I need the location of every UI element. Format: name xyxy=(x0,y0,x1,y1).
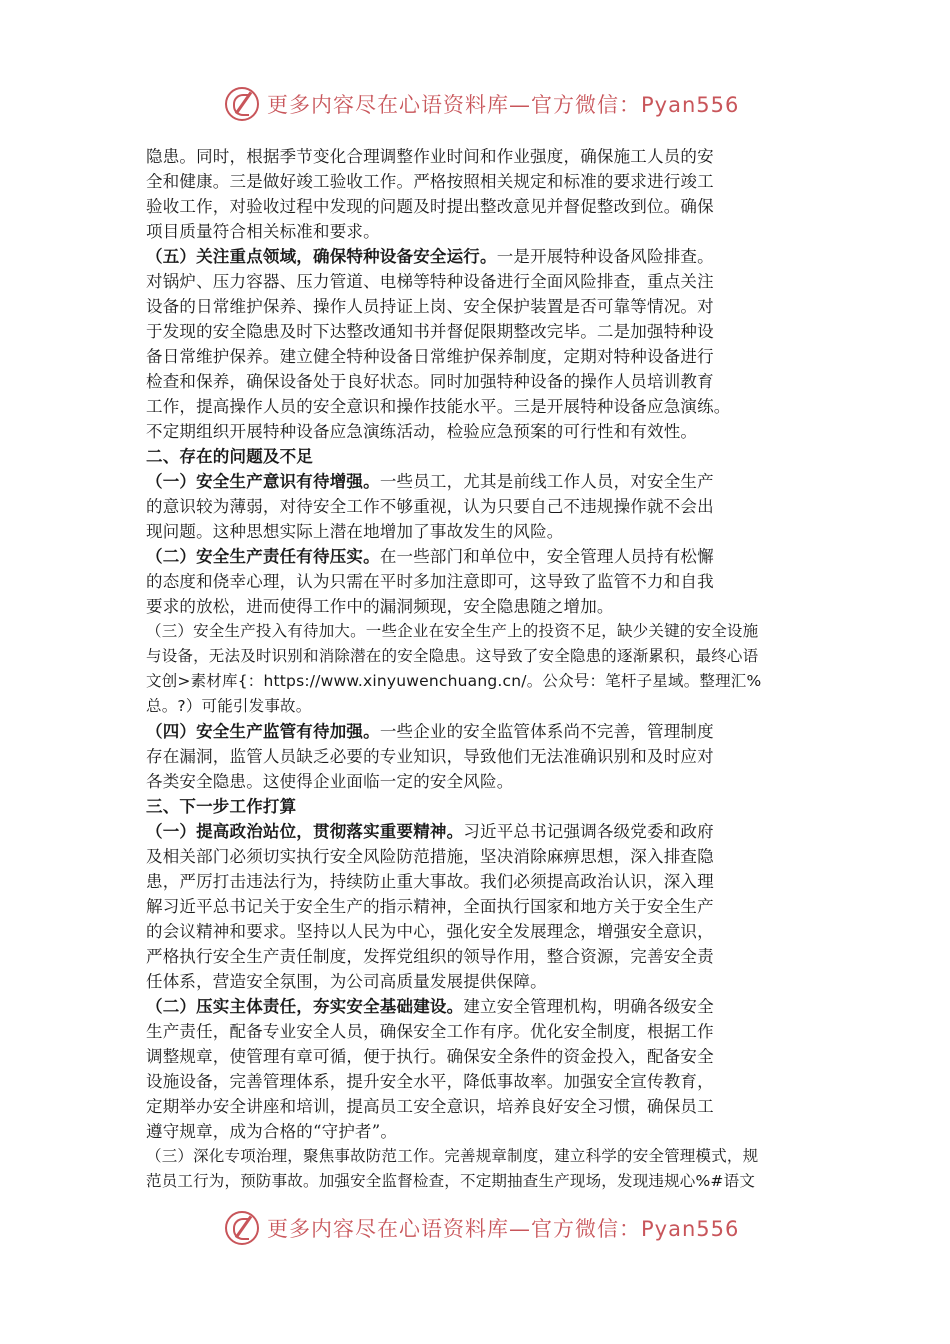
footer-banner-text: 更多内容尽在心语资料库—官方微信：Pyan556 xyxy=(267,1217,740,1241)
text-line xyxy=(146,819,816,844)
text-line xyxy=(146,1094,816,1119)
line-text: 严格执行安全生产责任制度，发挥党组织的领导作用，整合资源，完善安全责 xyxy=(146,947,714,966)
text-line xyxy=(146,369,816,394)
line-text: 建立安全管理机构，明确各级安全 xyxy=(463,997,714,1016)
line-text: 在一些部门和单位中，安全管理人员持有松懈 xyxy=(379,547,714,566)
line-text: 于发现的安全隐患及时下达整改通知书并督促限期整改完毕。二是加强特种设 xyxy=(146,322,714,341)
line-text: 文创>素材库{：https://www.xinyuwenchuang.cn/。公众号：笔杆子星域。整理汇% xyxy=(146,672,762,690)
text-line xyxy=(146,869,816,894)
pen-logo-icon xyxy=(225,1211,259,1245)
bold-heading: （一）安全生产意识有待增强。 xyxy=(146,472,380,491)
text-line xyxy=(146,669,816,694)
text-line xyxy=(146,394,816,419)
text-line xyxy=(146,1044,816,1069)
pen-logo-icon xyxy=(225,87,259,121)
text-line xyxy=(146,644,816,669)
line-text: 及相关部门必须切实执行安全风险防范措施，坚决消除麻痹思想，深入排查隐 xyxy=(146,847,714,866)
line-text: 的意识较为薄弱，对待安全工作不够重视，认为只要自己不违规操作就不会出 xyxy=(146,497,714,516)
bold-heading: （二）安全生产责任有待压实。 xyxy=(146,547,380,566)
line-text: 调整规章，使管理有章可循，便于执行。确保安全条件的资金投入，配备安全 xyxy=(146,1047,714,1066)
text-line xyxy=(146,544,816,569)
text-line xyxy=(146,519,816,544)
text-line xyxy=(146,694,816,719)
line-text: 不定期组织开展特种设备应急演练活动，检验应急预案的可行性和有效性。 xyxy=(146,422,698,441)
bold-heading: 三、下一步工作打算 xyxy=(146,797,297,816)
line-text: 患，严厉打击违法行为，持续防止重大事故。我们必须提高政治认识，深入理 xyxy=(146,872,714,891)
text-line xyxy=(146,419,816,444)
line-text: 备日常维护保养。建立健全特种设备日常维护保养制度，定期对特种设备进行 xyxy=(146,347,714,366)
line-text: 生产责任，配备专业安全人员，确保安全工作有序。优化安全制度，根据工作 xyxy=(146,1022,714,1041)
text-line xyxy=(146,594,816,619)
text-line xyxy=(146,719,816,744)
line-text: 存在漏洞，监管人员缺乏必要的专业知识，导致他们无法准确识别和及时应对 xyxy=(146,747,714,766)
text-line xyxy=(146,169,816,194)
line-text: 全和健康。三是做好竣工验收工作。严格按照相关规定和标准的要求进行竣工 xyxy=(146,172,714,191)
line-text: （三）安全生产投入有待加大。一些企业在安全生产上的投资不足，缺少关键的安全设施 xyxy=(146,622,759,640)
text-line xyxy=(146,269,816,294)
text-line xyxy=(146,344,816,369)
text-line xyxy=(146,294,816,319)
line-text: 任体系，营造安全氛围，为公司高质量发展提供保障。 xyxy=(146,972,547,991)
line-text: 与设备，无法及时识别和消除潜在的安全隐患。这导致了安全隐患的逐渐累积，最终心语 xyxy=(146,647,759,665)
header-banner xyxy=(225,84,739,124)
text-line xyxy=(146,619,816,644)
line-text: 范员工行为，预防事故。加强安全监督检查，不定期抽查生产现场，发现违规心%#语文 xyxy=(146,1172,756,1190)
line-text: 习近平总书记强调各级党委和政府 xyxy=(463,822,714,841)
text-line xyxy=(146,244,816,269)
text-line xyxy=(146,469,816,494)
line-text: 设施设备，完善管理体系，提升安全水平，降低事故率。加强安全宣传教育， xyxy=(146,1072,714,1091)
text-line xyxy=(146,994,816,1019)
line-text: 遵守规章，成为合格的“守护者”。 xyxy=(146,1122,398,1141)
text-line xyxy=(146,219,816,244)
bold-heading: （五）关注重点领域，确保特种设备安全运行。 xyxy=(146,247,497,266)
line-text: 项目质量符合相关标准和要求。 xyxy=(146,222,380,241)
text-line xyxy=(146,894,816,919)
text-line xyxy=(146,844,816,869)
line-text: 的会议精神和要求。坚持以人民为中心，强化安全发展理念，增强安全意识， xyxy=(146,922,714,941)
text-line xyxy=(146,194,816,219)
document-body xyxy=(146,144,816,1194)
line-text: 的态度和侥幸心理，认为只需在平时多加注意即可，这导致了监管不力和自我 xyxy=(146,572,714,591)
text-line xyxy=(146,744,816,769)
footer-banner xyxy=(225,1208,739,1248)
text-line xyxy=(146,1119,816,1144)
line-text: 一些员工，尤其是前线工作人员，对安全生产 xyxy=(379,472,714,491)
text-line xyxy=(146,1169,816,1194)
header-banner-text: 更多内容尽在心语资料库—官方微信：Pyan556 xyxy=(267,93,740,117)
line-text: 解习近平总书记关于安全生产的指示精神，全面执行国家和地方关于安全生产 xyxy=(146,897,714,916)
line-text: 总。?）可能引发事故。 xyxy=(146,697,312,715)
line-text: 各类安全隐患。这使得企业面临一定的安全风险。 xyxy=(146,772,514,791)
line-text: 现问题。这种思想实际上潜在地增加了事故发生的风险。 xyxy=(146,522,564,541)
bold-heading: （二）压实主体责任，夯实安全基础建设。 xyxy=(146,997,464,1016)
text-line xyxy=(146,569,816,594)
text-line xyxy=(146,444,816,469)
line-text: 定期举办安全讲座和培训，提高员工安全意识，培养良好安全习惯，确保员工 xyxy=(146,1097,714,1116)
line-text: （三）深化专项治理，聚焦事故防范工作。完善规章制度，建立科学的安全管理模式，规 xyxy=(146,1147,759,1165)
line-text: 要求的放松，进而使得工作中的漏洞频现，安全隐患随之增加。 xyxy=(146,597,614,616)
line-text: 设备的日常维护保养、操作人员持证上岗、安全保护装置是否可靠等情况。对 xyxy=(146,297,714,316)
text-line xyxy=(146,769,816,794)
bold-heading: 二、存在的问题及不足 xyxy=(146,447,313,466)
line-text: 检查和保养，确保设备处于良好状态。同时加强特种设备的操作人员培训教育 xyxy=(146,372,714,391)
line-text: 工作，提高操作人员的安全意识和操作技能水平。三是开展特种设备应急演练。 xyxy=(146,397,731,416)
line-text: 隐患。同时，根据季节变化合理调整作业时间和作业强度，确保施工人员的安 xyxy=(146,147,714,166)
line-text: 一些企业的安全监管体系尚不完善，管理制度 xyxy=(379,722,714,741)
bold-heading: （一）提高政治站位，贯彻落实重要精神。 xyxy=(146,822,464,841)
text-line xyxy=(146,944,816,969)
bold-heading: （四）安全生产监管有待加强。 xyxy=(146,722,380,741)
text-line xyxy=(146,144,816,169)
text-line xyxy=(146,1144,816,1169)
text-line xyxy=(146,1069,816,1094)
text-line xyxy=(146,919,816,944)
text-line xyxy=(146,494,816,519)
text-line xyxy=(146,319,816,344)
text-line xyxy=(146,1019,816,1044)
line-text: 验收工作，对验收过程中发现的问题及时提出整改意见并督促整改到位。确保 xyxy=(146,197,714,216)
line-text: 对锅炉、压力容器、压力管道、电梯等特种设备进行全面风险排查，重点关注 xyxy=(146,272,714,291)
text-line xyxy=(146,969,816,994)
text-line xyxy=(146,794,816,819)
line-text: 一是开展特种设备风险排查。 xyxy=(496,247,714,266)
